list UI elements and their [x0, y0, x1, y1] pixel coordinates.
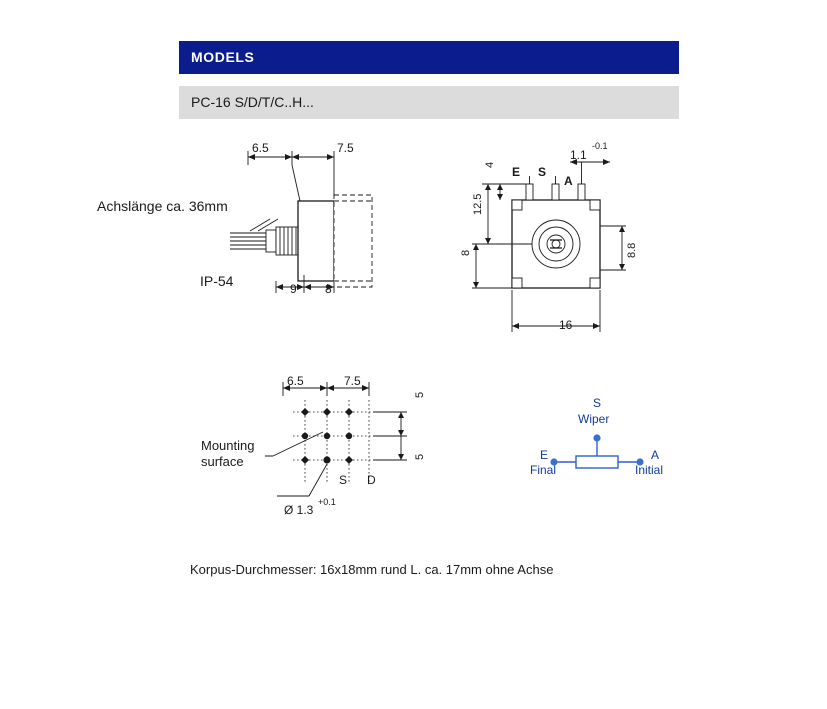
- mounting-surface-label-line1: Mounting: [201, 438, 255, 453]
- shaft-length-note: Achslänge ca. 36mm: [97, 198, 228, 214]
- pcb-dim-6-5: 6.5: [287, 374, 304, 388]
- body-diameter-caption: Korpus-Durchmesser: 16x18mm rund L. ca. 17mm ohne Achse: [190, 562, 554, 577]
- protection-class: IP-54: [200, 273, 234, 289]
- front-dim-16: 16: [559, 318, 573, 332]
- hole-diameter-tolerance: +0.1: [318, 497, 336, 507]
- schematic-initial-letter: A: [651, 448, 660, 462]
- front-dim-12-5: 12.5: [472, 193, 484, 215]
- mounting-surface-label-line2: surface: [201, 454, 244, 469]
- terminal-label-s: S: [538, 165, 547, 179]
- front-dim-8-8: 8.8: [626, 242, 638, 258]
- pcb-dim-7-5: 7.5: [344, 374, 361, 388]
- side-dim-7-5: 7.5: [337, 141, 354, 155]
- schematic-initial-label: Initial: [635, 463, 664, 477]
- terminal-label-a: A: [564, 174, 573, 188]
- pcb-dim-5-top: 5: [414, 391, 426, 398]
- hole-diameter: Ø 1.3: [284, 503, 314, 517]
- schematic-final-letter: E: [540, 448, 549, 462]
- front-dim-4: 4: [484, 161, 496, 168]
- side-dim-6-5: 6.5: [252, 141, 269, 155]
- model-name: PC-16 S/D/T/C..H...: [191, 94, 314, 110]
- schematic-wiper-letter: S: [593, 396, 602, 410]
- terminal-label-e: E: [512, 165, 521, 179]
- section-header-models: [179, 41, 679, 74]
- model-subheader: [179, 86, 679, 119]
- side-view-drawing: [230, 135, 410, 305]
- front-dim-1-1: 1.1: [570, 148, 587, 162]
- schematic-final-label: Final: [530, 463, 557, 477]
- pcb-pad-label-s: S: [339, 473, 348, 487]
- front-dim-8: 8: [460, 249, 472, 256]
- section-header-title: MODELS: [191, 49, 255, 65]
- pcb-dim-5-bottom: 5: [414, 453, 426, 460]
- side-dim-8: 8: [325, 282, 332, 296]
- pcb-pad-label-d: D: [367, 473, 376, 487]
- side-dim-9: 9: [290, 282, 297, 296]
- front-dim-1-1-tolerance: -0.1: [592, 141, 608, 151]
- schematic-wiper-label: Wiper: [578, 412, 610, 426]
